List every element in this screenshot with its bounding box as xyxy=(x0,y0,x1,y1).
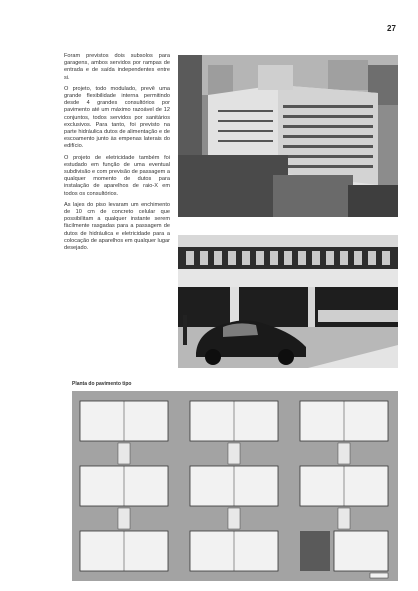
paragraph-modular-project: O projeto, todo modulado, prevê uma grande flexibilidade interna permitindo desde 4 grandes consultórios por pavimento até um máximo razoável de 12 conjuntos, todos servidos por sanitários exclusivos. Para tanto, foi previsto na parte hidráulica dutos de alimentação e de escoamento junto às empenas laterais do edifício. xyxy=(64,85,170,150)
floor-plan-caption: Planta do pavimento tipo xyxy=(72,381,132,387)
paragraph-garages: Foram previstos dois subsolos para garagens, ambos servidos por rampas de entrada e de saída independentes entre si. xyxy=(64,53,170,81)
paragraph-electricity: O projeto de eletricidade também foi estudado em função de uma eventual subdivisão e com previsão de passagem a qualquer momento de dutos para instalação de aparelhos de raio-X em todos os consultórios. xyxy=(64,154,170,197)
paragraph-floor-slabs: As lajes do piso levaram um enchimento de 10 cm de concreto celular que possibilitam a qualquer instante serem fàcilmente rasgadas para a passagem de dutos de hidráulica e eletricidade para a colocação de aparelhos em qualquer lugar desejado. xyxy=(64,201,170,252)
page-number: 27 xyxy=(387,24,396,33)
street-view-photo xyxy=(178,235,398,368)
building-aerial-photo xyxy=(178,55,398,217)
article-text xyxy=(64,53,170,256)
typical-floor-plan xyxy=(72,391,398,581)
